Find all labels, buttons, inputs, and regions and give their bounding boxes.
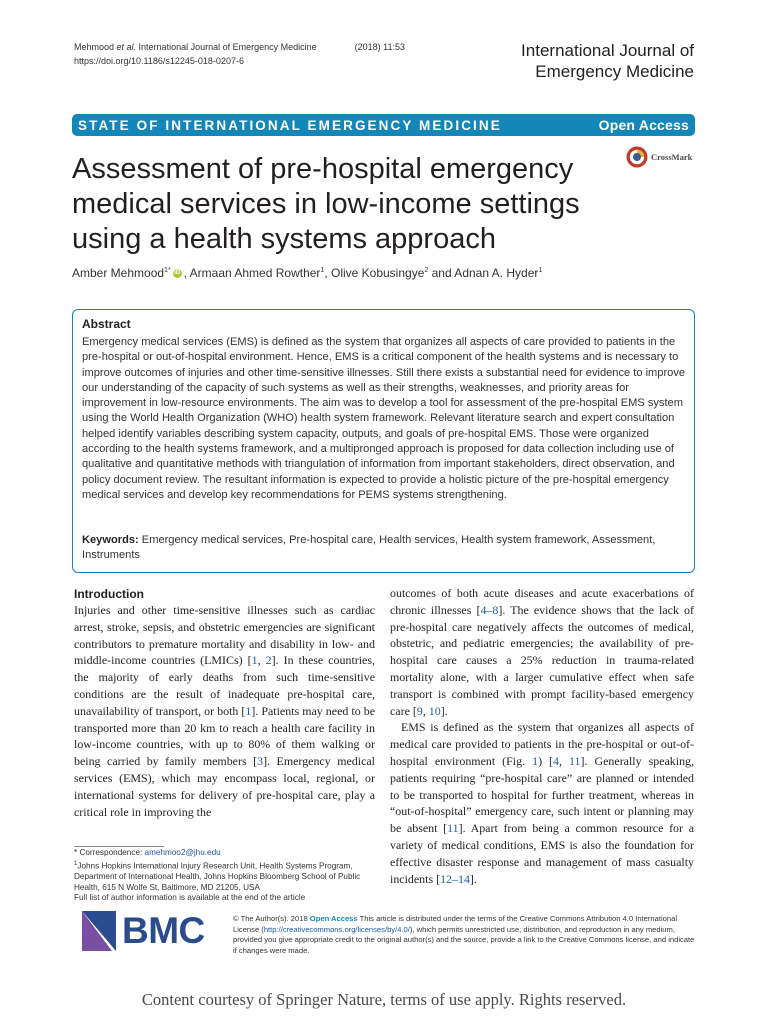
reference-link[interactable]: 9 (416, 703, 423, 718)
footnotes (74, 848, 375, 904)
license-notice: © The Author(s). 2018 Open Access This article is distributed under the terms of the Creative Commons Attribution 4.0 International License (http://creativecommons.org/licenses/by/4.0/), which permits unrestricted use, distribution, and reproduction in any medium, provided you give appropriate credit to the original author(s) and the source, provide a link to the Creative Commons license, and indicate if changes were made. (233, 914, 695, 955)
year-volume: (2018) 11:53 (354, 42, 406, 52)
author-name[interactable]: Amber Mehmood (72, 266, 165, 280)
bmc-logo: BMC (82, 911, 205, 951)
author-list: Amber Mehmood$^{1*}$ iD , Armaan Ahmed Rowther$^1$, Olive Kobusingye$^2$ and Adnan A. Hyder$^1$ (72, 266, 543, 280)
reference-link[interactable]: 12–14 (440, 871, 470, 886)
reference-link[interactable]: 3 (257, 754, 264, 769)
email-link[interactable]: amehmoo2@jhu.edu (144, 848, 221, 857)
reference-link[interactable]: 10 (428, 703, 441, 718)
running-header (74, 40, 405, 68)
reference-link[interactable]: 2 (265, 653, 272, 668)
body-column-left: Injuries and other time-sensitive illnesses such as cardiac arrest, stroke, sepsis, and obstetric emergencies are significant contributors to premature mortality and disability in low- and middle-income countries (LMICs) [1, 2]. In these countries, the majority of early deaths from such time-sensitive conditions are the result of inadequate pre-hospital care, unavailability of transport, or both [1]. Patients may need to be transported more than 20 km to reach a health care facility in low-income countries, with up to 80% of them walking or being carried by family members [3]. Emergency medical services (EMS), which may encompass local, regional, or international systems for delivery of pre-hospital care, play a critical role in improving the (74, 603, 376, 819)
section-banner (72, 114, 695, 136)
open-access-badge: Open Access (598, 117, 689, 133)
abstract-heading: Abstract (82, 317, 131, 331)
doi-link[interactable]: https://doi.org/10.1186/s12245-018-0207-6 (74, 56, 244, 66)
author-name: , Olive Kobusingye (324, 266, 425, 280)
keywords-list: Emergency medical services, Pre-hospital care, Health services, Health system framework, Assessment, Instruments (82, 534, 656, 562)
crossmark-button[interactable]: CrossMark (626, 146, 692, 168)
full-author-info-note: Full list of author information is available at the end of the article (74, 893, 306, 903)
citation-line: Mehmood et al. International Journal of Emergency Medicine (2018) 11:53 (74, 42, 406, 52)
article-section: STATE OF INTERNATIONAL EMERGENCY MEDICINE (78, 117, 502, 133)
reference-link[interactable]: 11 (447, 821, 459, 836)
correspondence: * Correspondence: amehmoo2@jhu.edu (74, 848, 221, 857)
bmc-logo-icon (82, 911, 116, 951)
license-link[interactable]: http://creativecommons.org/licenses/by/4.0/ (263, 924, 410, 934)
reference-link[interactable]: 4–8 (480, 602, 499, 617)
reference-link[interactable]: 11 (569, 753, 581, 768)
journal-name: International Journal of Emergency Medicine (521, 41, 694, 81)
article-title: Assessment of pre-hospital emergency medical services in low-income settings using a health systems approach (72, 153, 580, 255)
keywords (82, 533, 687, 564)
affiliation: $^1$Johns Hopkins International Injury Research Unit, Health Systems Program, Department of International Health, Johns Hopkins Bloomberg School of Public Health, 615 N Wolfe St, Baltimore, MD 21205, USA (74, 860, 361, 892)
reference-link[interactable]: 1 (251, 653, 258, 668)
reference-link[interactable]: 1 (245, 703, 252, 718)
keywords-label: Keywords: (82, 534, 139, 546)
paragraph: EMS is defined as the system that organizes all aspects of medical care provided to patients in the pre-hospital or out-of-hospital environment (Fig. 1) [4, 11]. Generally speaking, patients requiring “pre-hospital care” are planned or intended to be transported to hospital for further treatment, whereas in “out-of-hospital” emergency care, such intent or planning may be absent [11]. Apart from being a common resource for a variety of medical conditions, EMS is also the foundation for effective disaster response and management of mass casualty incidents [12–14]. (390, 720, 695, 886)
abstract-text: Emergency medical services (EMS) is defined as the system that organizes all aspects of care provided to patients in the pre-hospital or out-of-hospital environment. Hence, EMS is a critical component of the health systems and is necessary to improve outcomes of injuries and other time-sensitive illnesses. Still there exists a substantial need for evidence to improve our understanding of the capacity of such systems as well as their strengths, weaknesses, and priority areas for improvement in low-resource environments. The aim was to develop a tool for assessment of the pre-hospital EMS system using the World Health Organization (WHO) health system framework. Relevant literature search and expert consultation helped identify variables describing system capacity, outputs, and goals of pre-hospital EMS. Those were organized according to the health systems framework, and a multipronged approach is proposed for data collection including use of qualitative and quantitative methods with triangulation of information from important stakeholders, direct observation, and policy document review. The resultant information is expected to provide a holistic picture of the pre-hospital emergency medical services and develop key recommendations for PEMS systems strengthening. (82, 336, 686, 501)
figure-link[interactable]: 1 (532, 753, 539, 768)
courtesy-notice: Content courtesy of Springer Nature, terms of use apply. Rights reserved. (141, 990, 627, 1009)
introduction-heading: Introduction (74, 587, 144, 601)
body-column-right (390, 585, 694, 887)
author-name: and Adnan A. Hyder (428, 266, 539, 280)
author-name: , Armaan Ahmed Rowther (183, 266, 321, 280)
crossmark-icon (626, 146, 648, 168)
orcid-icon[interactable]: iD (174, 270, 181, 277)
paragraph: outcomes of both acute diseases and acute exacerbations of chronic illnesses [4–8]. The evidence shows that the lack of pre-hospital care negatively affects the outcomes of medical, obstetric, and pediatric emergencies; the availability of pre-hospital care causes a 25% reduction in trauma-related mortality alone, with a larger cumulative effect when safe transport is combined with prompt facility-based emergency care [9, 10]. (390, 586, 694, 718)
reference-link[interactable]: 4 (553, 753, 560, 768)
footnote-divider (74, 846, 164, 847)
